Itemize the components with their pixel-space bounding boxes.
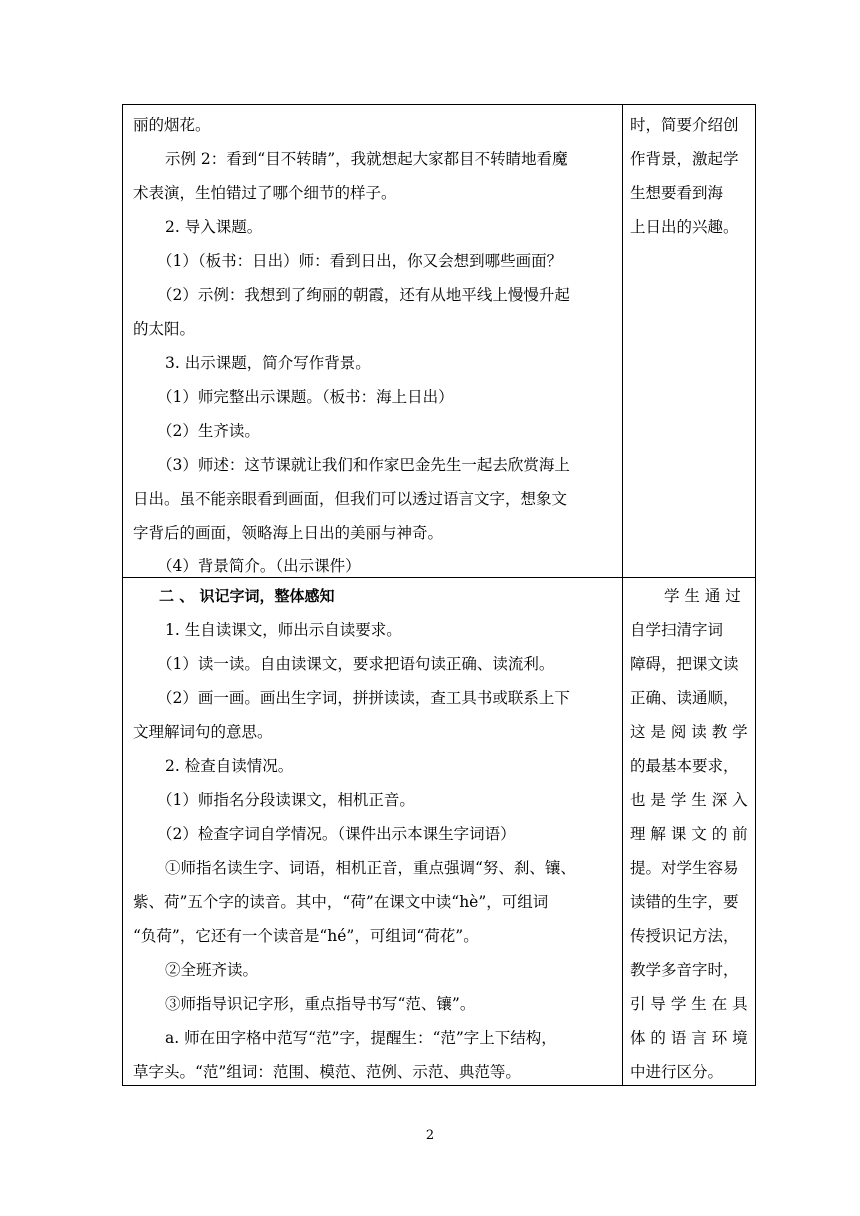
- text-line: 2. 检查自读情况。: [165, 757, 294, 775]
- note-line: 体 的 语 言 环 境: [630, 1029, 748, 1047]
- text-line: （3）师述：这节课就让我们和作家巴金先生一起去欣赏海上: [157, 456, 570, 474]
- note-line: 引 导 学 生 在 具: [630, 995, 748, 1013]
- lesson-table: [122, 104, 756, 1086]
- text-line: 2. 导入课题。: [165, 218, 263, 236]
- text-line: （1）师完整出示课题。（板书：海上日出）: [157, 388, 454, 406]
- text-line: （2）示例：我想到了绚丽的朝霞，还有从地平线上慢慢升起: [157, 286, 570, 304]
- text-line: （1）师指名分段读课文，相机正音。: [157, 791, 415, 809]
- text-line: 草字头。“范”组词：范围、模范、范例、示范、典范等。: [133, 1063, 521, 1081]
- note-line: 也 是 学 生 深 入: [630, 791, 748, 809]
- note-line: 生想要看到海: [630, 184, 724, 202]
- note-line: 教学多音字时，: [630, 961, 739, 979]
- text-line: 1. 生自读课文，师出示自读要求。: [165, 621, 402, 639]
- note-line: 提。对学生容易: [630, 859, 739, 877]
- note-line: 中进行区分。: [630, 1063, 724, 1081]
- note-line: 正确、读通顺，: [630, 689, 739, 707]
- section-heading: 二 、 识记字词，整体感知: [159, 587, 335, 605]
- text-line: 紫、荷”五个字的读音。其中，“荷”在课文中读“hè”，可组词: [133, 893, 549, 911]
- text-line: 示例 2：看到“目不转睛”，我就想起大家都目不转睛地看魔: [165, 150, 568, 168]
- note-line: 时，简要介绍创: [630, 116, 739, 134]
- text-line: 日出。虽不能亲眼看到画面，但我们可以透过语言文字，想象文: [133, 490, 568, 508]
- note-line: 理 解 课 文 的 前: [630, 825, 748, 843]
- text-line: 字背后的画面，领略海上日出的美丽与神奇。: [133, 524, 444, 542]
- text-line: （2）检查字词自学情况。（课件出示本课生字词语）: [157, 825, 516, 843]
- text-line: （2）画一画。画出生字词，拼拼读读，查工具书或联系上下: [157, 689, 570, 707]
- note-line: 的最基本要求，: [630, 757, 739, 775]
- text-line: 丽的烟花。: [133, 116, 211, 134]
- text-line: “负荷”，它还有一个读音是“hé”，可组词“荷花”。: [133, 927, 479, 945]
- text-line: ③师指导识记字形，重点指导书写“范、镶”。: [165, 995, 476, 1013]
- text-line: ①师指名读生字、词语，相机正音，重点强调“努、刹、镶、: [165, 859, 576, 877]
- page-number: 2: [425, 1128, 435, 1143]
- text-line: 文理解词句的意思。: [133, 723, 273, 741]
- note-line: 上日出的兴趣。: [630, 218, 739, 236]
- column-divider: [622, 105, 623, 1085]
- note-line: 传授识记方法，: [630, 927, 739, 945]
- text-line: （2）生齐读。: [157, 422, 260, 440]
- text-line: 术表演，生怕错过了哪个细节的样子。: [133, 184, 397, 202]
- row-divider: [123, 577, 755, 578]
- note-line: 这 是 阅 读 教 学: [630, 723, 748, 741]
- text-line: 3. 出示课题，简介写作背景。: [165, 354, 371, 372]
- text-line: ②全班齐读。: [165, 961, 259, 979]
- text-line: （1）（板书：日出）师：看到日出，你又会想到哪些画面？: [157, 252, 563, 270]
- note-line: 读错的生字，要: [630, 893, 739, 911]
- text-line: （4）背景简介。（出示课件）: [157, 557, 361, 575]
- text-line: （1）读一读。自由读课文，要求把语句读正确、读流利。: [157, 655, 555, 673]
- text-line: a. 师在田字格中范写“范”字，提醒生：“范”字上下结构，: [165, 1029, 557, 1047]
- note-line: 自学扫清字词: [630, 621, 724, 639]
- note-line: 学 生 通 过: [664, 587, 741, 605]
- note-line: 障碍，把课文读: [630, 655, 739, 673]
- note-line: 作背景，激起学: [630, 150, 739, 168]
- text-line: 的太阳。: [133, 320, 196, 338]
